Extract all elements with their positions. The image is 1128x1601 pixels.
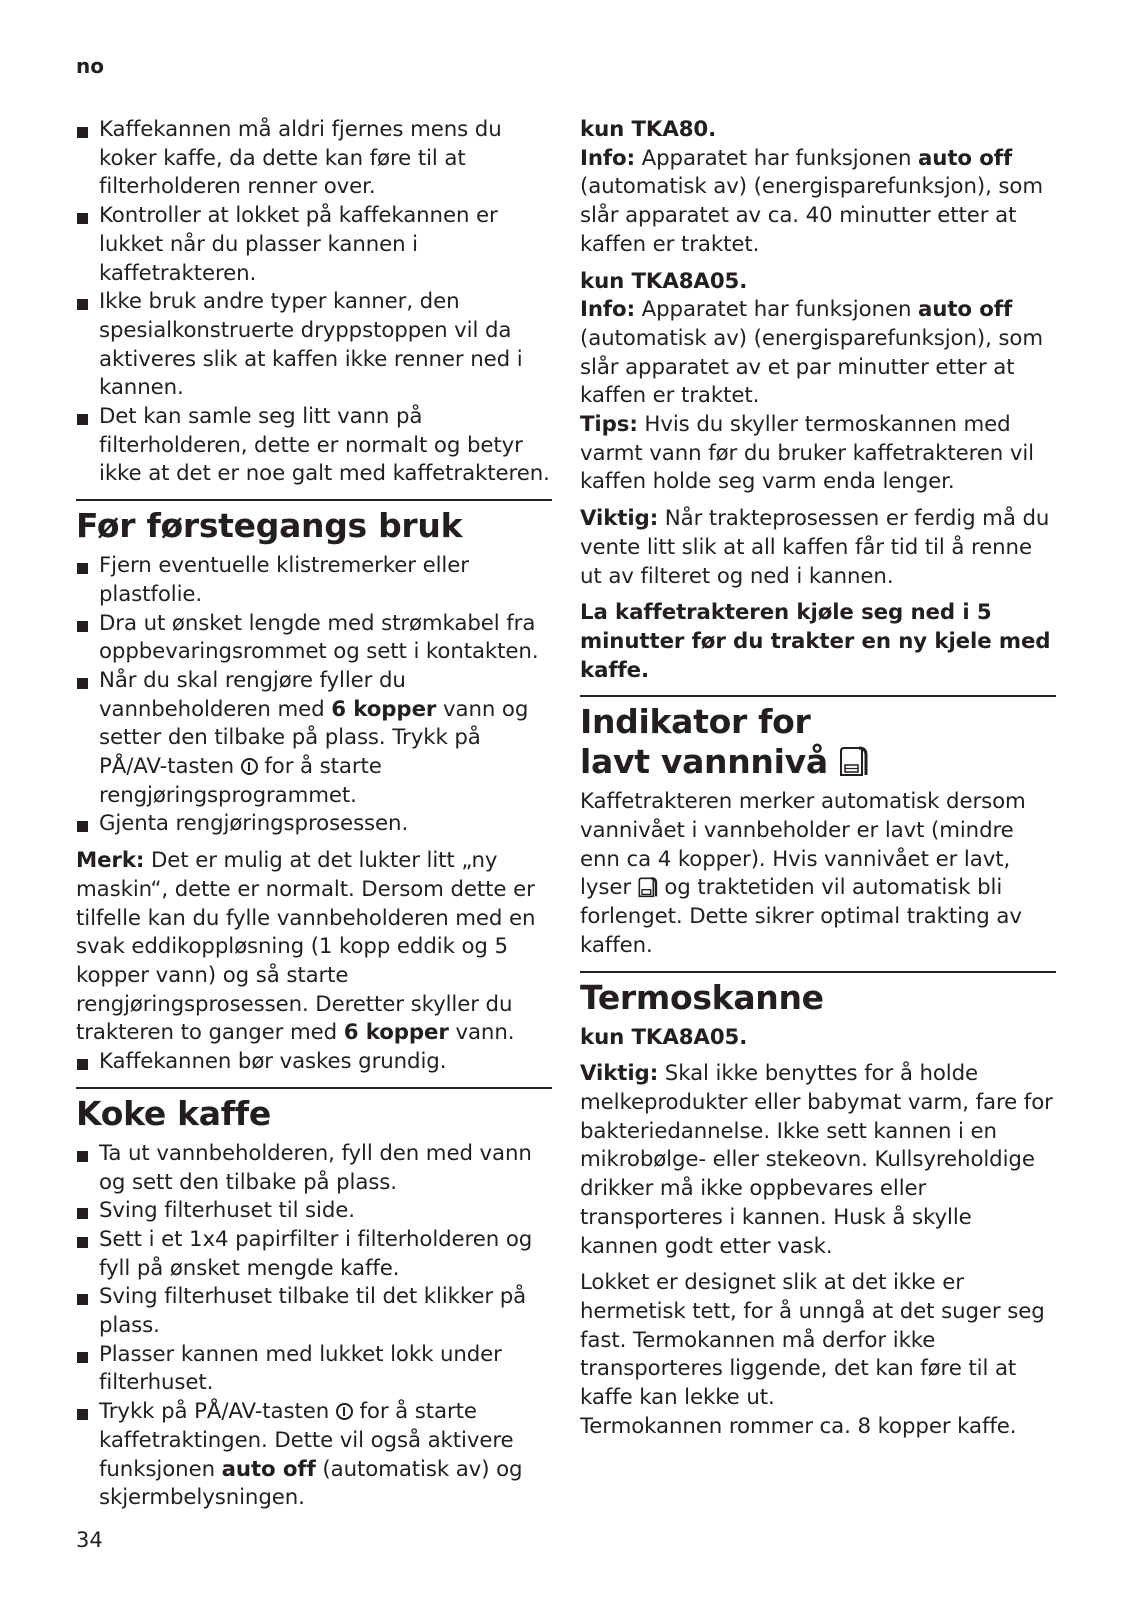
bullet-square-icon [77, 1294, 88, 1305]
power-button-icon [241, 758, 258, 775]
info-paragraph-tka80: Info: Apparatet har funksjonen auto off (automatisk av) (energisparefunksjon), som slår apparatet av ca. 40 minutter etter at kaffen er traktet. [580, 145, 1044, 257]
bullet-square-icon [77, 1151, 88, 1162]
bullet-square-icon [77, 1352, 88, 1363]
list-item: Kaffekannen må aldri fjernes mens du koker kaffe, da dette kan føre til at filterholderen renner over. [76, 116, 552, 202]
info-paragraph-tka8a05: Info: Apparatet har funksjonen auto off (automatisk av) (energisparefunksjon), som slår apparatet av et par minutter etter at kaffen er traktet. [580, 297, 1044, 409]
list-item: Når du skal rengjøre fyller du vannbeholderen med 6 kopper vann og setter den tilbake på plass. Trykk på PÅ/AV-tasten for å starte rengjøringsprogrammet. [76, 667, 552, 811]
section-divider [580, 971, 1056, 973]
model-note-tka80: kun TKA80. [580, 117, 717, 142]
bullet-square-icon [77, 213, 88, 224]
bullet-square-icon [77, 678, 88, 689]
bullet-square-icon [77, 414, 88, 425]
important-paragraph: Viktig: Når trakteprosessen er ferdig må du vente litt slik at all kaffen får tid til å renne ut av filteret og ned i kannen. [580, 506, 1050, 589]
bullet-square-icon [77, 1059, 88, 1070]
list-item: Gjenta rengjøringsprosessen. [76, 810, 552, 839]
list-item: Plasser kannen med lukket lokk under filterhuset. [76, 1341, 552, 1398]
bullet-square-icon [77, 299, 88, 310]
list-item: Dra ut ønsket lengde med strømkabel fra oppbevaringsrommet og sett i kontakten. [76, 610, 552, 667]
model-note-tka8a05: kun TKA8A05. [580, 268, 748, 294]
section-divider [580, 695, 1056, 697]
bullet-square-icon [77, 1237, 88, 1248]
list-item: Trykk på PÅ/AV-tasten for å starte kaffetraktingen. Dette vil også aktivere funksjonen auto off (automatisk av) og skjermbelysningen. [76, 1398, 552, 1513]
list-item: Kontroller at lokket på kaffekannen er lukket når du plasser kannen i kaffetrakteren. [76, 202, 552, 288]
section-divider [76, 499, 552, 501]
bullet-square-icon [77, 1409, 88, 1420]
wash-bullet-list [76, 1048, 552, 1077]
list-item: Ikke bruk andre typer kanner, den spesialkonstruerte dryppstoppen vil da aktiveres slik at kaffen ikke renner ned i kannen. [76, 288, 552, 403]
bullet-square-icon [77, 621, 88, 632]
right-column [580, 116, 1056, 1441]
low-water-tank-icon [638, 876, 658, 898]
thermos-important-paragraph: Viktig: Skal ikke benyttes for å holde melkeprodukter eller babymat varm, fare for bakteriedannelse. Ikke sett kannen i en mikrobølge- eller stekeovn. Kullsyreholdige drikker må ikke oppbevares eller transporteres i kannen. Husk å skylle kannen godt etter vask. [580, 1061, 1053, 1259]
low-water-tank-icon [839, 745, 869, 777]
model-note-thermos: kun TKA8A05. [580, 1024, 748, 1050]
list-item: Sving filterhuset tilbake til det klikker på plass. [76, 1283, 552, 1340]
brewing-bullet-list [76, 1140, 552, 1513]
first-use-bullet-list [76, 552, 552, 839]
tips-paragraph: Tips: Hvis du skyller termoskannen med varmt vann før du bruker kaffetrakteren vil kaffen holde seg varm enda lenger. [580, 412, 1034, 495]
list-item: Fjern eventuelle klistremerker eller plastfolie. [76, 552, 552, 609]
section-title-low-water: Indikator for lavt vannnivå [580, 702, 1056, 782]
list-item: Ta ut vannbeholderen, fyll den med vann og sett den tilbake på plass. [76, 1140, 552, 1197]
page-number: 34 [76, 1528, 103, 1552]
section-title-thermos: Termoskanne [580, 977, 824, 1017]
list-item: Det kan samle seg litt vann på filterholderen, dette er normalt og betyr ikke at det er noe galt med kaffetrakteren. [76, 403, 552, 489]
bullet-square-icon [77, 1208, 88, 1219]
thermos-capacity-paragraph: Termokannen rommer ca. 8 kopper kaffe. [580, 1413, 1017, 1439]
intro-bullet-list [76, 116, 552, 489]
bullet-square-icon [77, 563, 88, 574]
list-item: Sett i et 1x4 papirfilter i filterholderen og fyll på ønsket mengde kaffe. [76, 1226, 552, 1283]
thermos-lid-paragraph: Lokket er designet slik at det ikke er hermetisk tett, for å unngå at det suger seg fast. Termokannen må derfor ikke transporteres liggende, det kan føre til at kaffe kan lekke ut. [580, 1270, 1045, 1411]
bullet-square-icon [77, 127, 88, 138]
note-paragraph: Merk: Det er mulig at det lukter litt „ny maskin“, dette er normalt. Dersom dette er tilfelle kan du fylle vannbeholderen med en svak eddikoppløsning (1 kopp eddik og 5 kopper vann) og så starte rengjøringsprosessen. Deretter skyller du trakteren to ganger med 6 kopper vann. [76, 848, 536, 1046]
left-column [76, 116, 552, 1513]
power-button-icon [336, 1403, 353, 1420]
section-divider [76, 1087, 552, 1089]
cooldown-warning: La kaffetrakteren kjøle seg ned i 5 minutter før du trakter en ny kjele med kaffe. [580, 600, 1051, 683]
list-item: Sving filterhuset til side. [76, 1197, 552, 1226]
list-item: Kaffekannen bør vaskes grundig. [76, 1048, 552, 1077]
bullet-square-icon [77, 821, 88, 832]
language-code: no [76, 54, 104, 78]
section-title-first-use: Før førstegangs bruk [76, 506, 463, 546]
section-title-brewing: Koke kaffe [76, 1093, 271, 1133]
low-water-paragraph: Kaffetrakteren merker automatisk dersom vannivået i vannbeholder er lavt (mindre enn ca 4 kopper). Hvis vannivået er lavt, lyser og traktetiden vil automatisk bli forlenget. Dette sikrer optimal trakting av kaffen. [580, 789, 1026, 958]
